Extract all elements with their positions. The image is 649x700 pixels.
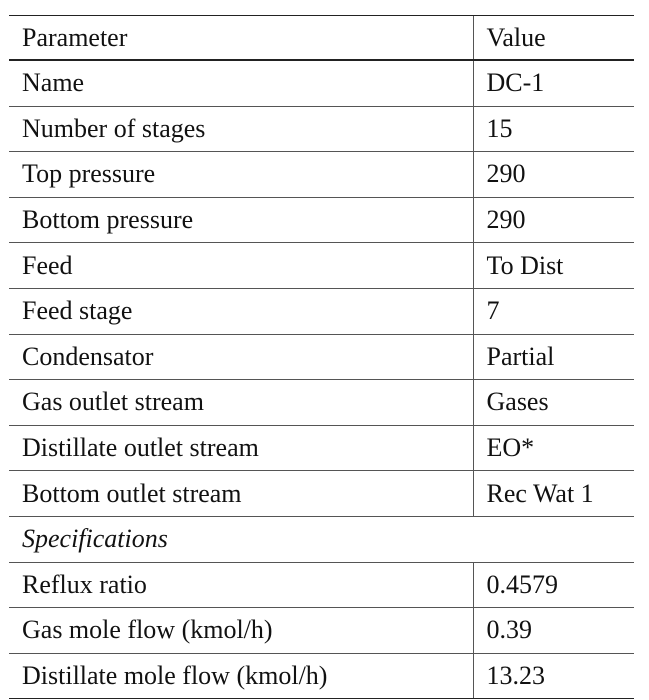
- parameter-cell: Feed: [9, 243, 473, 289]
- value-cell: Gases: [473, 380, 634, 426]
- value-cell: 0.39: [473, 608, 634, 654]
- parameter-cell: Distillate mole flow (kmol/h): [9, 653, 473, 699]
- parameter-cell: Gas mole flow (kmol/h): [9, 608, 473, 654]
- parameter-cell: Bottom outlet stream: [9, 471, 473, 517]
- value-cell: Rec Wat 1: [473, 471, 634, 517]
- header-value: Value: [473, 16, 634, 61]
- value-cell: 13.23: [473, 653, 634, 699]
- value-cell: DC-1: [473, 60, 634, 106]
- table-header-row: [9, 16, 634, 61]
- table-row: [9, 288, 634, 334]
- value-cell: 290: [473, 197, 634, 243]
- table-row: [9, 60, 634, 106]
- value-cell: Partial: [473, 334, 634, 380]
- parameter-cell: Reflux ratio: [9, 562, 473, 608]
- table-row: [9, 562, 634, 608]
- header-parameter: Parameter: [9, 16, 473, 61]
- table-row: [9, 152, 634, 198]
- value-cell: To Dist: [473, 243, 634, 289]
- table-row: [9, 197, 634, 243]
- table-row: [9, 106, 634, 152]
- table-row: [9, 334, 634, 380]
- table-row: [9, 243, 634, 289]
- value-cell: EO*: [473, 425, 634, 471]
- value-cell: 290: [473, 152, 634, 198]
- parameter-cell: Top pressure: [9, 152, 473, 198]
- value-cell: 0.4579: [473, 562, 634, 608]
- parameter-table: [9, 15, 634, 699]
- parameter-cell: Number of stages: [9, 106, 473, 152]
- value-cell: 7: [473, 288, 634, 334]
- parameter-cell: Distillate outlet stream: [9, 425, 473, 471]
- table-row: [9, 653, 634, 699]
- section-row-specifications: [9, 516, 634, 562]
- parameter-cell: Gas outlet stream: [9, 380, 473, 426]
- table-row: [9, 380, 634, 426]
- parameter-cell: Feed stage: [9, 288, 473, 334]
- table-row: [9, 425, 634, 471]
- parameter-cell: Name: [9, 60, 473, 106]
- parameter-cell: Condensator: [9, 334, 473, 380]
- table-row: [9, 471, 634, 517]
- value-cell: 15: [473, 106, 634, 152]
- parameter-cell: Bottom pressure: [9, 197, 473, 243]
- table-row: [9, 608, 634, 654]
- section-label: Specifications: [9, 516, 634, 562]
